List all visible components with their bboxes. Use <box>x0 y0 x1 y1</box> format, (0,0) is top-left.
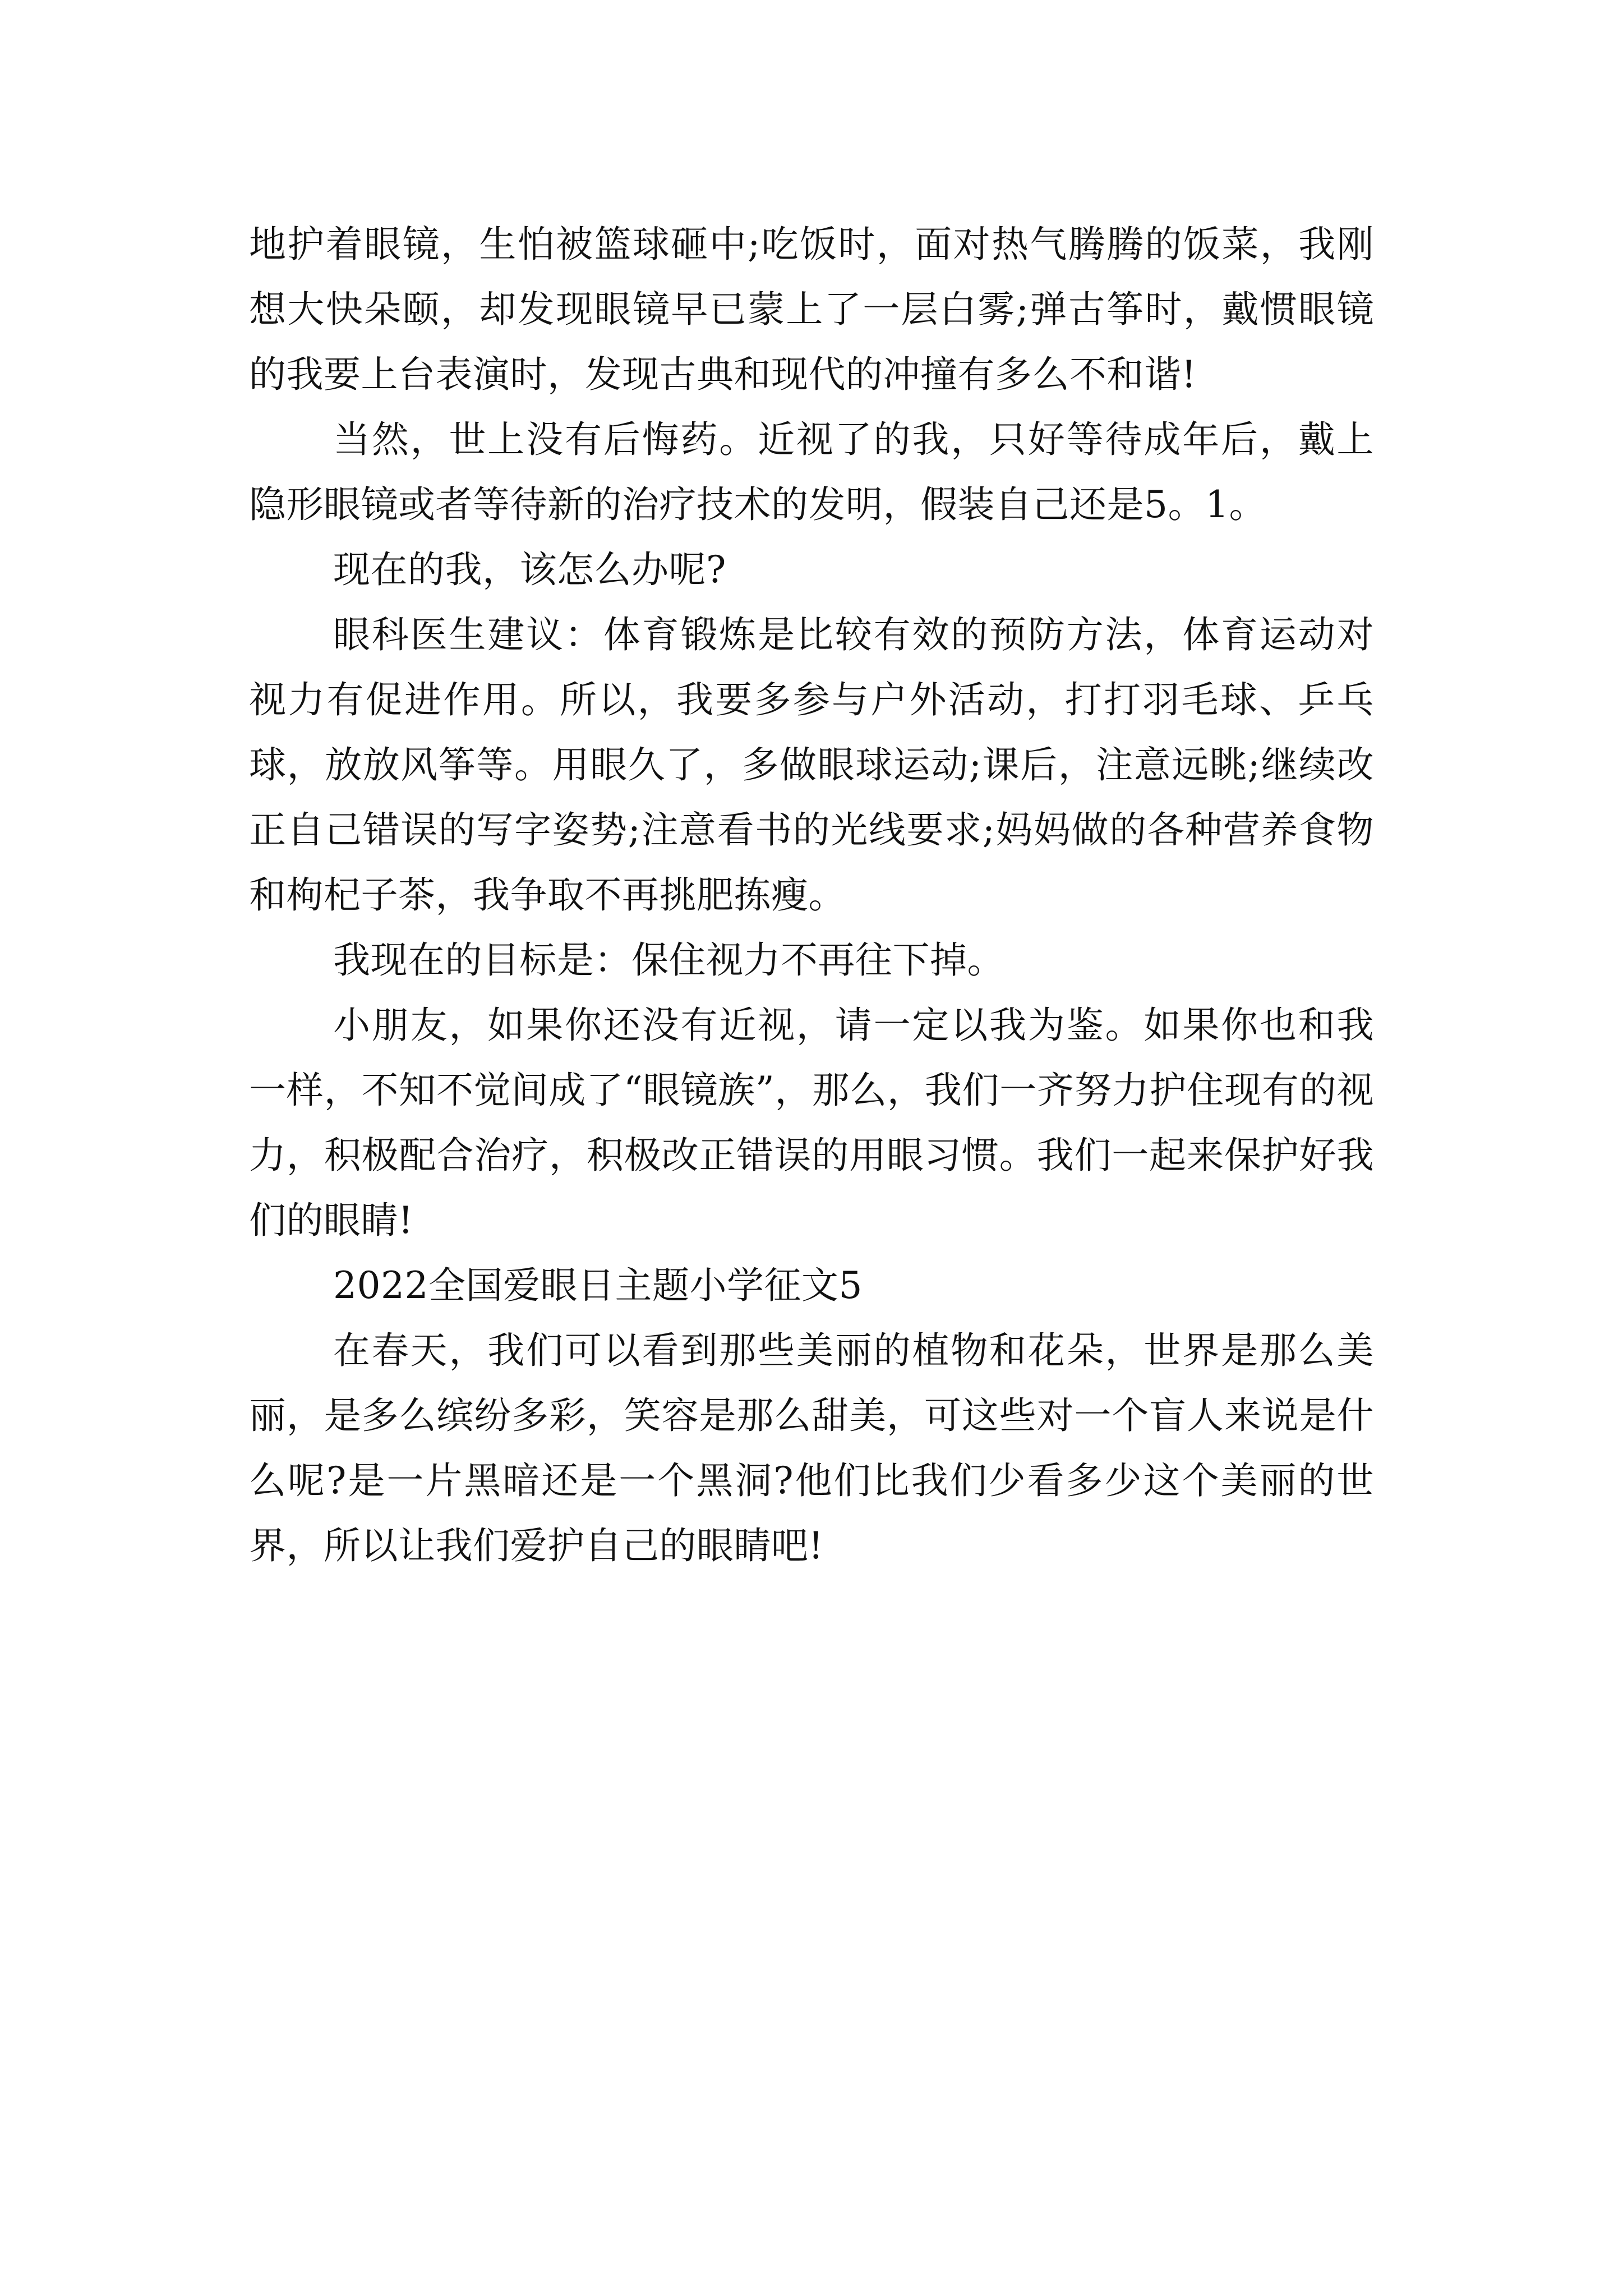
paragraph-6: 小朋友，如果你还没有近视，请一定以我为鉴。如果你也和我一样，不知不觉间成了“眼镜族”，那么，我们一齐努力护住现有的视力，积极配合治疗，积极改正错误的用眼习惯。我们一起来保护好我们的眼睛! <box>249 1004 1374 1242</box>
paragraph-7: 在春天，我们可以看到那些美丽的植物和花朵，世界是那么美丽，是多么缤纷多彩，笑容是那么甜美，可这些对一个盲人来说是什么呢?是一片黑暗还是一个黑洞?他们比我们少看多少这个美丽的世界，所以让我们爱护自己的眼睛吧! <box>249 1329 1374 1567</box>
paragraph-1: 地护着眼镜，生怕被篮球砸中;吃饭时，面对热气腾腾的饭菜，我刚想大快朵颐，却发现眼镜早已蒙上了一层白雾;弹古筝时，戴惯眼镜的我要上台表演时，发现古典和现代的冲撞有多么不和谐! <box>249 223 1374 396</box>
paragraph-3: 现在的我，该怎么办呢? <box>333 548 726 591</box>
paragraph-5: 我现在的目标是：保住视力不再往下掉。 <box>333 938 1004 982</box>
section-heading: 2022全国爱眼日主题小学征文5 <box>333 1264 863 1307</box>
document-body <box>249 212 1374 1579</box>
paragraph-2: 当然，世上没有后悔药。近视了的我，只好等待成年后，戴上隐形眼镜或者等待新的治疗技术的发明，假装自己还是5。1。 <box>249 418 1374 526</box>
paragraph-4: 眼科医生建议：体育锻炼是比较有效的预防方法，体育运动对视力有促进作用。所以，我要多参与户外活动，打打羽毛球、乒乓球，放放风筝等。用眼久了，多做眼球运动;课后，注意远眺;继续改正自己错误的写字姿势;注意看书的光线要求;妈妈做的各种营养食物和枸杞子茶，我争取不再挑肥拣瘦。 <box>249 613 1374 917</box>
